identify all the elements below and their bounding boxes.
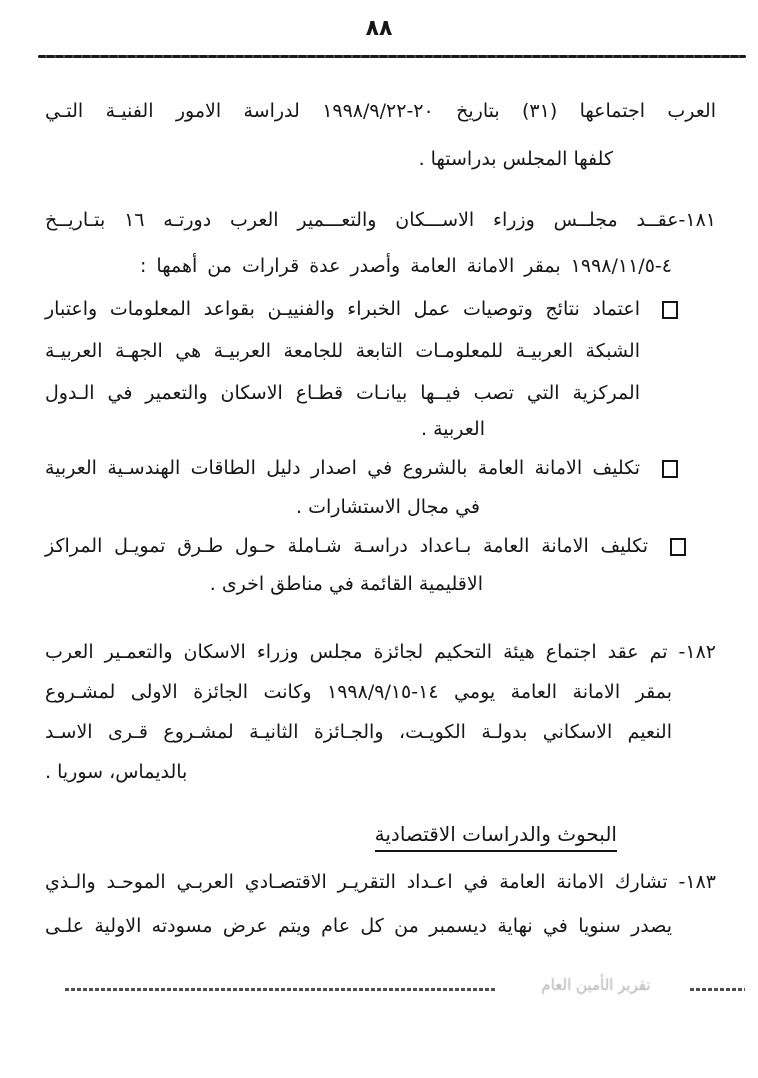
bullet-square-icon <box>662 460 678 478</box>
paragraph-line: ١٨١-عقــد مجلــس وزراء الاســـكان والتعـــمير العرب دورتـه ١٦ بتـاريــخ <box>45 209 717 231</box>
bullet-line: المركزية التي تصب فيــها بيانـات قطـاع الاسكان والتعمير في الـدول <box>45 382 640 404</box>
section-heading: البحوث والدراسات الاقتصادية <box>375 822 617 852</box>
bullet-line: الاقليمية القائمة في مناطق اخرى . <box>209 573 483 595</box>
bullet-line: تكليف الامانة العامة بالشروع في اصدار دليل الطاقات الهندسـية العربية <box>45 457 640 479</box>
paragraph-line: النعيم الاسكاني بدولـة الكويـت، والجـائزة الثانيـة لمشـروع قـرى الاسـد <box>45 721 672 743</box>
header-rule <box>38 55 746 58</box>
page-number: ٨٨ <box>365 16 393 41</box>
paragraph-line: كلفها المجلس بدراستها . <box>418 148 613 170</box>
bullet-line: الشبكة العربيـة للمعلومـات التابعة للجامعة العربيـة هي الجهـة العربيـة <box>45 340 640 362</box>
footer-rule-right <box>690 988 745 991</box>
paragraph-line: ١٨٢- تم عقد اجتماع هيئة التحكيم لجائزة مجلس وزراء الاسكان والتعمـير العرب <box>45 641 716 663</box>
bullet-square-icon <box>670 538 686 556</box>
bullet-line: اعتماد نتائج وتوصيات عمل الخبراء والفنييـن بقواعد المعلومات واعتبار <box>45 298 640 320</box>
bullet-line: في مجال الاستشارات . <box>296 496 480 518</box>
bullet-line: تكليف الامانة العامة بـاعداد دراسـة شـاملة حـول طـرق تمويـل المراكز <box>45 535 648 557</box>
paragraph-line: بالديماس، سوريا . <box>45 761 188 783</box>
paragraph-line: بمقر الامانة العامة يومي ١٤-١٩٩٨/٩/١٥ وكانت الجائزة الاولى لمشـروع <box>45 681 672 703</box>
bullet-line: العربية . <box>420 418 485 440</box>
paragraph-line: ١٨٣- تشارك الامانة العامة في اعـداد التقريـر الاقتصـادي العربـي الموحـد والـذي <box>45 871 716 893</box>
paragraph-line: يصدر سنويا في نهاية ديسمبر من كل عام ويتم عرض مسودته الاولية علـى <box>45 915 672 937</box>
bullet-square-icon <box>662 301 678 319</box>
paragraph-line: العرب اجتماعها (٣١) بتاريخ ٢٠-١٩٩٨/٩/٢٢ لدراسة الامور الفنيـة التـي <box>45 100 716 122</box>
footer-rule-left <box>65 988 497 991</box>
footer-stamp: تقرير الأمين العام <box>541 975 651 995</box>
paragraph-line: ٤-١٩٩٨/١١/٥ بمقر الامانة العامة وأصدر عدة قرارات من أهمها : <box>140 255 672 277</box>
